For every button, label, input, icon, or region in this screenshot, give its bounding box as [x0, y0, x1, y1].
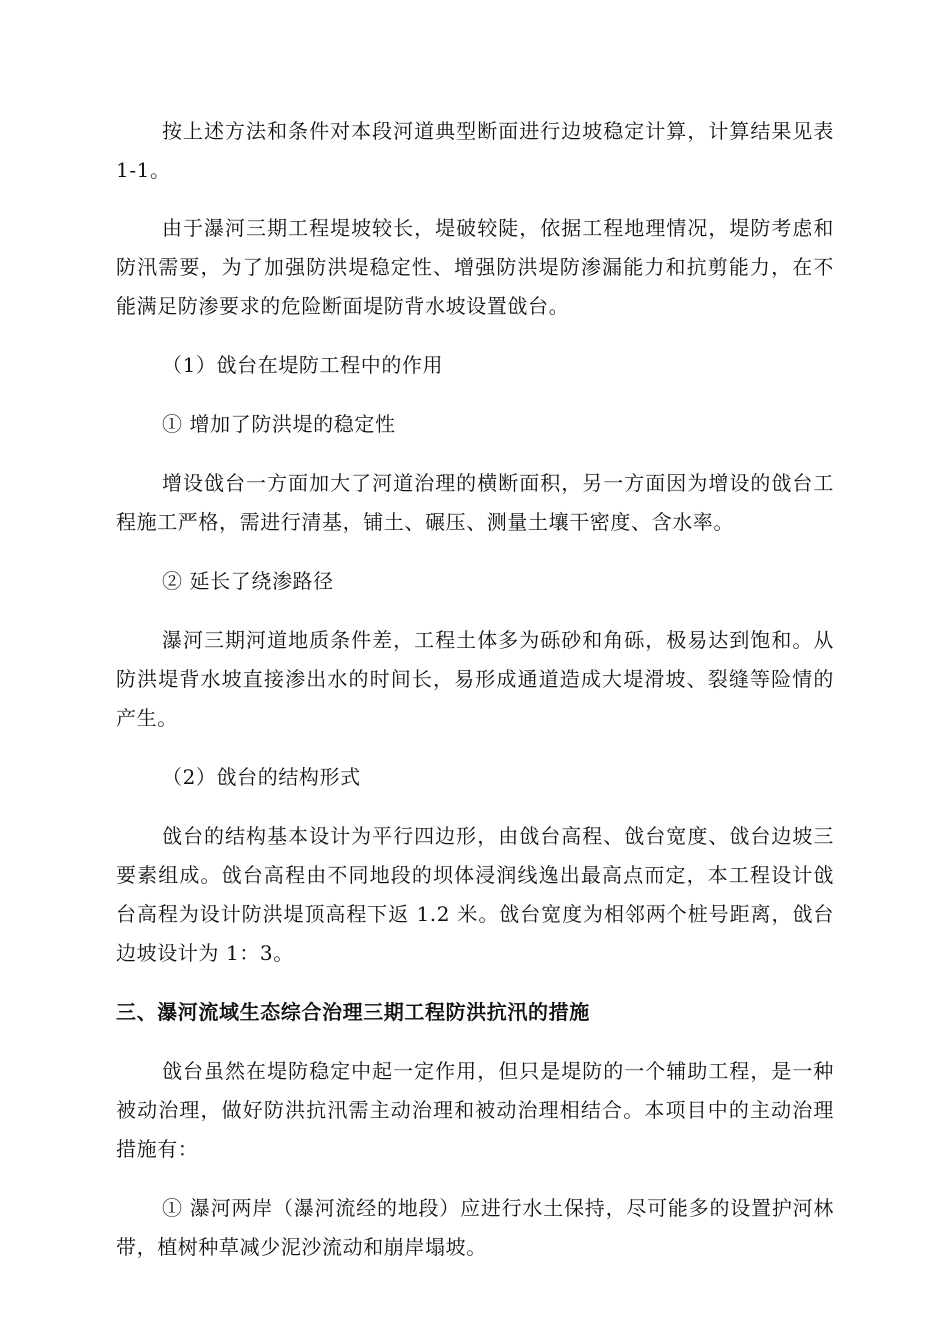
section-heading-flood-measures: 三、瀑河流域生态综合治理三期工程防洪抗汛的措施	[116, 1000, 590, 1024]
paragraph-berm-reason: 由于瀑河三期工程堤坡较长，堤破较陡，依据工程地理情况，堤防考虑和防汛需要，为了加强防洪堤稳定性、增强防洪堤防渗漏能力和抗剪能力，在不能满足防渗要求的危险断面堤防背水坡设置戗台。	[116, 216, 834, 318]
paragraph-active-passive: 戗台虽然在堤防稳定中起一定作用，但只是堤防的一个辅助工程，是一种被动治理，做好防洪抗汛需主动治理和被动治理相结合。本项目中的主动治理措施有：	[116, 1059, 834, 1161]
paragraph-geology: 瀑河三期河道地质条件差，工程土体多为砾砂和角砾，极易达到饱和。从防洪堤背水坡直接渗出水的时间长，易形成通道造成大堤滑坡、裂缝等险情的产生。	[116, 628, 834, 730]
subheading-berm-function: （1）戗台在堤防工程中的作用	[162, 353, 444, 377]
document-body	[116, 112, 834, 1267]
paragraph-calculation-result: 按上述方法和条件对本段河道典型断面进行边坡稳定计算，计算结果见表 1-1。	[116, 119, 834, 182]
list-item-soil-conservation: ① 瀑河两岸（瀑河流经的地段）应进行水土保持，尽可能多的设置护河林带，植树种草减少泥沙流动和崩岸塌坡。	[116, 1196, 834, 1259]
list-item-stability: ① 增加了防洪堤的稳定性	[162, 412, 396, 436]
paragraph-berm-design: 戗台的结构基本设计为平行四边形，由戗台高程、戗台宽度、戗台边坡三要素组成。戗台高程由不同地段的坝体浸润线逸出最高点而定，本工程设计戗台高程为设计防洪堤顶高程下返 1.2 米。戗台宽度为相邻两个桩号距离，戗台边坡设计为 1：3。	[116, 824, 834, 965]
list-item-seepage-path: ② 延长了绕渗路径	[162, 569, 334, 593]
subheading-berm-structure: （2）戗台的结构形式	[162, 765, 361, 789]
paragraph-berm-section-area: 增设戗台一方面加大了河道治理的横断面积，另一方面因为增设的戗台工程施工严格，需进行清基，铺土、碾压、测量土壤干密度、含水率。	[116, 471, 834, 534]
